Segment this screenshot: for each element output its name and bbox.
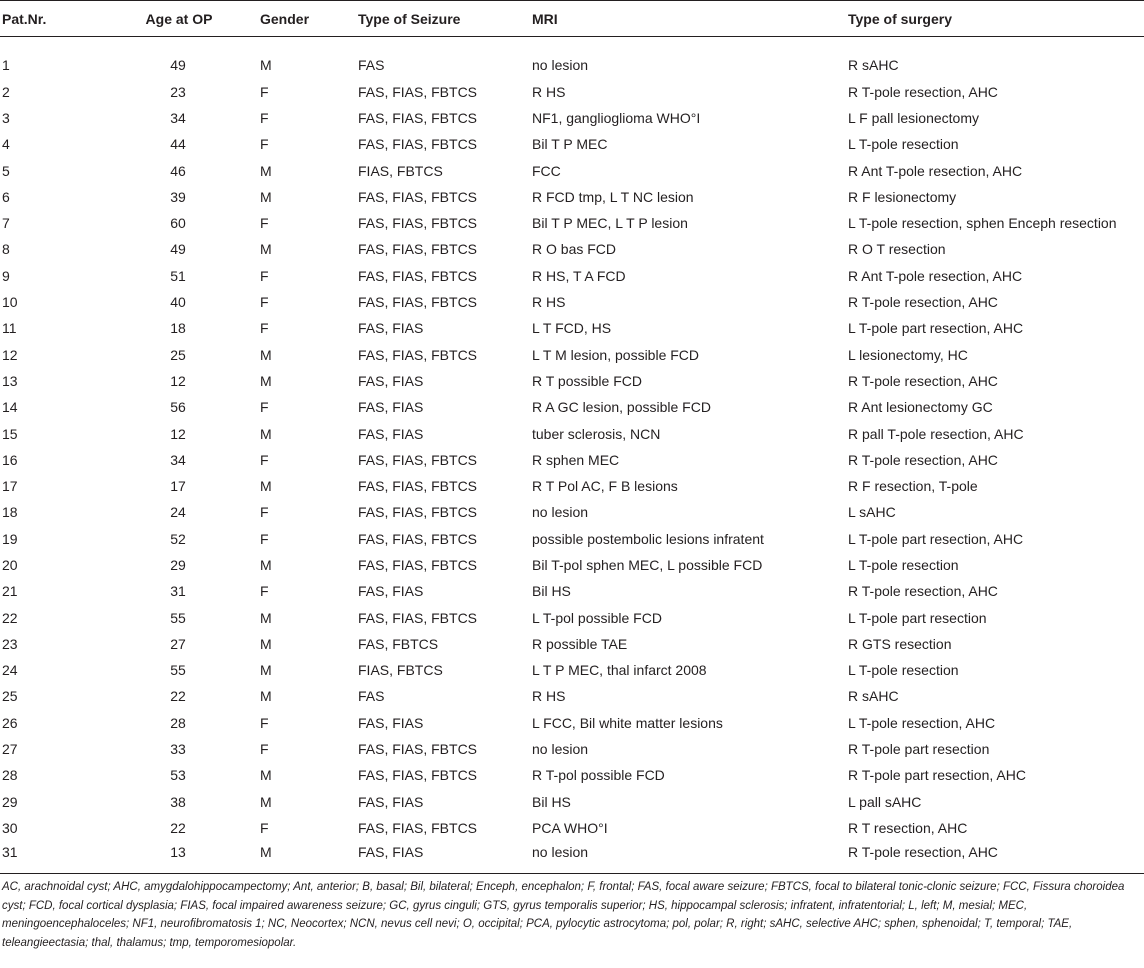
cell-patient-number: 31 [2, 844, 18, 861]
cell-age-at-op: 53 [170, 767, 186, 784]
table-row [0, 762, 1144, 788]
cell-type-of-surgery: L T-pole resection, AHC [848, 714, 996, 731]
cell-gender: F [260, 530, 269, 547]
cell-type-of-surgery: L F pall lesionectomy [848, 109, 979, 126]
cell-age-at-op: 49 [170, 241, 186, 258]
cell-type-of-seizure: FAS, FIAS, FBTCS [358, 451, 478, 468]
table-row [0, 578, 1144, 604]
cell-type-of-surgery: R Ant T-pole resection, AHC [848, 267, 1023, 284]
cell-type-of-surgery: R sAHC [848, 688, 899, 705]
cell-mri: R T possible FCD [532, 372, 642, 389]
cell-type-of-surgery: R T-pole resection, AHC [848, 83, 998, 100]
cell-patient-number: 29 [2, 793, 18, 810]
cell-gender: F [260, 504, 269, 521]
cell-patient-number: 22 [2, 609, 18, 626]
table-row [0, 368, 1144, 394]
cell-type-of-seizure: FAS, FIAS, FBTCS [358, 267, 478, 284]
cell-type-of-seizure: FAS, FIAS, FBTCS [358, 767, 478, 784]
cell-mri: no lesion [532, 56, 589, 73]
table-row [0, 263, 1144, 289]
cell-gender: F [260, 215, 269, 232]
cell-type-of-surgery: R O T resection [848, 241, 946, 258]
cell-age-at-op: 55 [170, 662, 186, 679]
cell-type-of-seizure: FAS, FIAS [358, 399, 424, 416]
cell-gender: F [260, 267, 269, 284]
cell-type-of-surgery: R T-pole resection, AHC [848, 583, 998, 600]
cell-age-at-op: 46 [170, 162, 186, 179]
cell-age-at-op: 51 [170, 267, 186, 284]
cell-type-of-seizure: FAS, FIAS, FBTCS [358, 819, 478, 836]
cell-patient-number: 24 [2, 662, 18, 679]
table-row [0, 473, 1144, 499]
cell-gender: F [260, 294, 269, 311]
cell-mri: R sphen MEC [532, 451, 620, 468]
cell-type-of-surgery: R T-pole part resection, AHC [848, 767, 1026, 784]
cell-mri: NF1, ganglioglioma WHO°I [532, 109, 701, 126]
cell-age-at-op: 49 [170, 56, 186, 73]
cell-gender: M [260, 635, 272, 652]
cell-mri: Bil T P MEC [532, 136, 608, 153]
cell-type-of-seizure: FAS, FIAS, FBTCS [358, 346, 478, 363]
cell-age-at-op: 31 [170, 583, 186, 600]
header-patient-number: Pat.Nr. [0, 1, 112, 37]
cell-type-of-surgery: R GTS resection [848, 635, 952, 652]
cell-type-of-surgery: R T resection, AHC [848, 819, 968, 836]
cell-patient-number: 23 [2, 635, 18, 652]
cell-mri: R HS [532, 83, 566, 100]
cell-type-of-seizure: FAS, FIAS, FBTCS [358, 741, 478, 758]
cell-age-at-op: 29 [170, 556, 186, 573]
table-row [0, 315, 1144, 341]
cell-age-at-op: 40 [170, 294, 186, 311]
cell-type-of-seizure: FAS, FIAS [358, 320, 424, 337]
cell-patient-number: 21 [2, 583, 18, 600]
cell-gender: M [260, 372, 272, 389]
cell-mri: L FCC, Bil white matter lesions [532, 714, 723, 731]
cell-type-of-seizure: FAS, FIAS, FBTCS [358, 241, 478, 258]
cell-patient-number: 14 [2, 399, 18, 416]
cell-type-of-seizure: FAS, FIAS, FBTCS [358, 609, 478, 626]
table-row [0, 184, 1144, 210]
table-row [0, 210, 1144, 236]
cell-type-of-surgery: R T-pole resection, AHC [848, 294, 998, 311]
cell-mri: R O bas FCD [532, 241, 617, 258]
cell-patient-number: 28 [2, 767, 18, 784]
cell-gender: M [260, 844, 272, 861]
cell-patient-number: 13 [2, 372, 18, 389]
cell-patient-number: 5 [2, 162, 10, 179]
cell-gender: F [260, 714, 269, 731]
cell-mri: Bil T-pol sphen MEC, L possible FCD [532, 556, 763, 573]
cell-mri: R T-pol possible FCD [532, 767, 665, 784]
table-header [0, 1, 1144, 37]
cell-type-of-surgery: L T-pole part resection [848, 609, 987, 626]
header-mri: MRI [530, 1, 846, 37]
cell-patient-number: 19 [2, 530, 18, 547]
cell-type-of-surgery: L T-pole resection, sphen Enceph resection [848, 215, 1117, 232]
cell-gender: M [260, 241, 272, 258]
cell-type-of-surgery: L T-pole part resection, AHC [848, 530, 1024, 547]
cell-type-of-seizure: FIAS, FBTCS [358, 162, 443, 179]
table-row [0, 552, 1144, 578]
table-row [0, 604, 1144, 630]
cell-type-of-seizure: FAS, FIAS, FBTCS [358, 188, 478, 205]
cell-mri: R HS [532, 688, 566, 705]
cell-type-of-seizure: FAS, FIAS, FBTCS [358, 83, 478, 100]
table-row [0, 157, 1144, 183]
cell-gender: F [260, 136, 269, 153]
cell-gender: F [260, 109, 269, 126]
cell-gender: M [260, 425, 272, 442]
cell-mri: R A GC lesion, possible FCD [532, 399, 711, 416]
cell-patient-number: 16 [2, 451, 18, 468]
cell-mri: R HS, T A FCD [532, 267, 626, 284]
cell-mri: R HS [532, 294, 566, 311]
table-row [0, 710, 1144, 736]
cell-type-of-seizure: FAS [358, 56, 385, 73]
cell-type-of-seizure: FIAS, FBTCS [358, 662, 443, 679]
cell-patient-number: 25 [2, 688, 18, 705]
cell-type-of-surgery: R F resection, T-pole [848, 478, 978, 495]
table-body [0, 37, 1144, 868]
cell-gender: M [260, 793, 272, 810]
cell-gender: F [260, 451, 269, 468]
cell-age-at-op: 56 [170, 399, 186, 416]
table-row [0, 79, 1144, 105]
cell-gender: M [260, 56, 272, 73]
cell-type-of-surgery: R T-pole part resection [848, 741, 990, 758]
cell-patient-number: 26 [2, 714, 18, 731]
cell-gender: M [260, 188, 272, 205]
cell-type-of-seizure: FAS, FIAS, FBTCS [358, 556, 478, 573]
table-row [0, 341, 1144, 367]
cell-patient-number: 10 [2, 294, 18, 311]
cell-age-at-op: 23 [170, 83, 186, 100]
cell-type-of-surgery: L lesionectomy, HC [848, 346, 968, 363]
cell-mri: R FCD tmp, L T NC lesion [532, 188, 694, 205]
cell-patient-number: 4 [2, 136, 10, 153]
cell-type-of-seizure: FAS, FIAS, FBTCS [358, 136, 478, 153]
cell-type-of-surgery: R Ant T-pole resection, AHC [848, 162, 1023, 179]
cell-type-of-surgery: R pall T-pole resection, AHC [848, 425, 1024, 442]
cell-patient-number: 3 [2, 109, 10, 126]
cell-age-at-op: 39 [170, 188, 186, 205]
cell-patient-number: 7 [2, 215, 10, 232]
cell-mri: L T M lesion, possible FCD [532, 346, 700, 363]
cell-type-of-seizure: FAS, FIAS [358, 372, 424, 389]
cell-gender: F [260, 399, 269, 416]
cell-mri: Bil HS [532, 793, 571, 810]
cell-age-at-op: 12 [170, 425, 186, 442]
cell-patient-number: 15 [2, 425, 18, 442]
cell-patient-number: 11 [2, 320, 17, 337]
cell-type-of-seizure: FAS, FIAS [358, 844, 424, 861]
table-row [0, 37, 1144, 79]
cell-gender: M [260, 767, 272, 784]
cell-mri: R possible TAE [532, 635, 628, 652]
table-row [0, 736, 1144, 762]
cell-mri: FCC [532, 162, 561, 179]
cell-type-of-surgery: L T-pole resection [848, 556, 959, 573]
cell-type-of-surgery: R sAHC [848, 56, 899, 73]
cell-patient-number: 9 [2, 267, 10, 284]
cell-type-of-seizure: FAS, FIAS [358, 793, 424, 810]
header-type-of-surgery: Type of surgery [846, 1, 1144, 37]
cell-mri: no lesion [532, 504, 589, 521]
cell-type-of-surgery: R F lesionectomy [848, 188, 957, 205]
cell-patient-number: 18 [2, 504, 18, 521]
cell-age-at-op: 13 [170, 844, 186, 861]
cell-mri: PCA WHO°I [532, 819, 608, 836]
cell-age-at-op: 34 [170, 109, 186, 126]
cell-type-of-seizure: FAS, FIAS [358, 583, 424, 600]
cell-mri: possible postembolic lesions infratent [532, 530, 764, 547]
cell-type-of-seizure: FAS, FIAS [358, 425, 424, 442]
table-row [0, 289, 1144, 315]
cell-gender: M [260, 609, 272, 626]
cell-type-of-surgery: L pall sAHC [848, 793, 922, 810]
table-row [0, 420, 1144, 446]
table-row [0, 657, 1144, 683]
cell-age-at-op: 33 [170, 741, 186, 758]
cell-age-at-op: 24 [170, 504, 186, 521]
cell-age-at-op: 22 [170, 819, 186, 836]
cell-type-of-seizure: FAS, FBTCS [358, 635, 439, 652]
table-row [0, 394, 1144, 420]
cell-age-at-op: 38 [170, 793, 186, 810]
cell-type-of-seizure: FAS [358, 688, 385, 705]
cell-age-at-op: 18 [170, 320, 186, 337]
cell-type-of-seizure: FAS, FIAS, FBTCS [358, 504, 478, 521]
cell-type-of-surgery: R T-pole resection, AHC [848, 451, 998, 468]
cell-mri: Bil T P MEC, L T P lesion [532, 215, 688, 232]
table-row [0, 631, 1144, 657]
cell-patient-number: 2 [2, 83, 10, 100]
cell-patient-number: 17 [2, 478, 18, 495]
table-row [0, 526, 1144, 552]
cell-age-at-op: 25 [170, 346, 186, 363]
cell-age-at-op: 17 [170, 478, 186, 495]
cell-mri: tuber sclerosis, NCN [532, 425, 661, 442]
cell-age-at-op: 34 [170, 451, 186, 468]
header-type-of-seizure: Type of Seizure [356, 1, 530, 37]
table-row [0, 789, 1144, 815]
cell-type-of-seizure: FAS, FIAS, FBTCS [358, 215, 478, 232]
cell-gender: M [260, 478, 272, 495]
cell-gender: M [260, 688, 272, 705]
cell-patient-number: 12 [2, 346, 18, 363]
header-gender: Gender [244, 1, 356, 37]
cell-mri: L T FCD, HS [532, 320, 612, 337]
cell-type-of-seizure: FAS, FIAS, FBTCS [358, 478, 478, 495]
cell-type-of-seizure: FAS, FIAS, FBTCS [358, 530, 478, 547]
cell-type-of-seizure: FAS, FIAS [358, 714, 424, 731]
cell-gender: M [260, 556, 272, 573]
cell-type-of-surgery: R Ant lesionectomy GC [848, 399, 993, 416]
cell-gender: F [260, 320, 269, 337]
cell-type-of-seizure: FAS, FIAS, FBTCS [358, 294, 478, 311]
cell-age-at-op: 27 [170, 635, 186, 652]
cell-age-at-op: 60 [170, 215, 186, 232]
cell-age-at-op: 52 [170, 530, 186, 547]
table-row [0, 236, 1144, 262]
cell-mri: no lesion [532, 844, 589, 861]
cell-patient-number: 30 [2, 819, 18, 836]
table-row [0, 841, 1144, 867]
cell-patient-number: 20 [2, 556, 18, 573]
cell-gender: F [260, 83, 269, 100]
cell-mri: L T-pol possible FCD [532, 609, 662, 626]
cell-type-of-seizure: FAS, FIAS, FBTCS [358, 109, 478, 126]
cell-mri: R T Pol AC, F B lesions [532, 478, 678, 495]
table-row [0, 815, 1144, 841]
cell-type-of-surgery: R T-pole resection, AHC [848, 372, 998, 389]
table-row [0, 105, 1144, 131]
cell-mri: Bil HS [532, 583, 571, 600]
cell-age-at-op: 28 [170, 714, 186, 731]
cell-gender: M [260, 162, 272, 179]
cell-age-at-op: 22 [170, 688, 186, 705]
cell-gender: M [260, 346, 272, 363]
cell-patient-number: 27 [2, 741, 18, 758]
cell-type-of-surgery: L T-pole part resection, AHC [848, 320, 1024, 337]
cell-gender: F [260, 583, 269, 600]
table-row [0, 447, 1144, 473]
header-age-at-op: Age at OP [112, 1, 244, 37]
table-row [0, 683, 1144, 709]
cell-gender: F [260, 741, 269, 758]
cell-type-of-surgery: L T-pole resection [848, 662, 959, 679]
cell-patient-number: 6 [2, 188, 10, 205]
cell-patient-number: 1 [2, 56, 10, 73]
table-footnote: AC, arachnoidal cyst; AHC, amygdalohippocampectomy; Ant, anterior; B, basal; Bil, bilateral; Enceph, encephalon; F, frontal; FAS, focal aware seizure; FBTCS, focal to bilateral tonic-clonic seizure; FCC, Fissura choroidea cyst; FCD, focal cortical dysplasia; FIAS, focal impaired awareness seizure; GC, gyrus cinguli; GTS, gyrus temporalis superior; HS, hippocampal sclerosis; infratent, infratentorial; L, left; M, mesial; MEC, meningoencephaloceles; NF1, neurofibromatosis 1; NC, Neocortex; NCN, nevus cell nevi; O, occipital; PCA, pylocytic astrocytoma; pol, polar; R, right; sAHC, selective AHC; sphen, sphenoidal; T, temporal; TAE, teleangieectasia; thal, thalamus; tmp, temporomesiopolar. [0, 873, 1144, 952]
cell-mri: L T P MEC, thal infarct 2008 [532, 662, 707, 679]
cell-type-of-surgery: L sAHC [848, 504, 896, 521]
cell-age-at-op: 12 [170, 372, 186, 389]
cell-age-at-op: 44 [170, 136, 186, 153]
cell-mri: no lesion [532, 741, 589, 758]
header-row [0, 1, 1144, 37]
cell-patient-number: 8 [2, 241, 10, 258]
cell-type-of-surgery: R T-pole resection, AHC [848, 844, 998, 861]
table-row [0, 499, 1144, 525]
cell-gender: M [260, 662, 272, 679]
cell-type-of-surgery: L T-pole resection [848, 136, 959, 153]
cell-gender: F [260, 819, 269, 836]
table-row [0, 131, 1144, 157]
cell-age-at-op: 55 [170, 609, 186, 626]
